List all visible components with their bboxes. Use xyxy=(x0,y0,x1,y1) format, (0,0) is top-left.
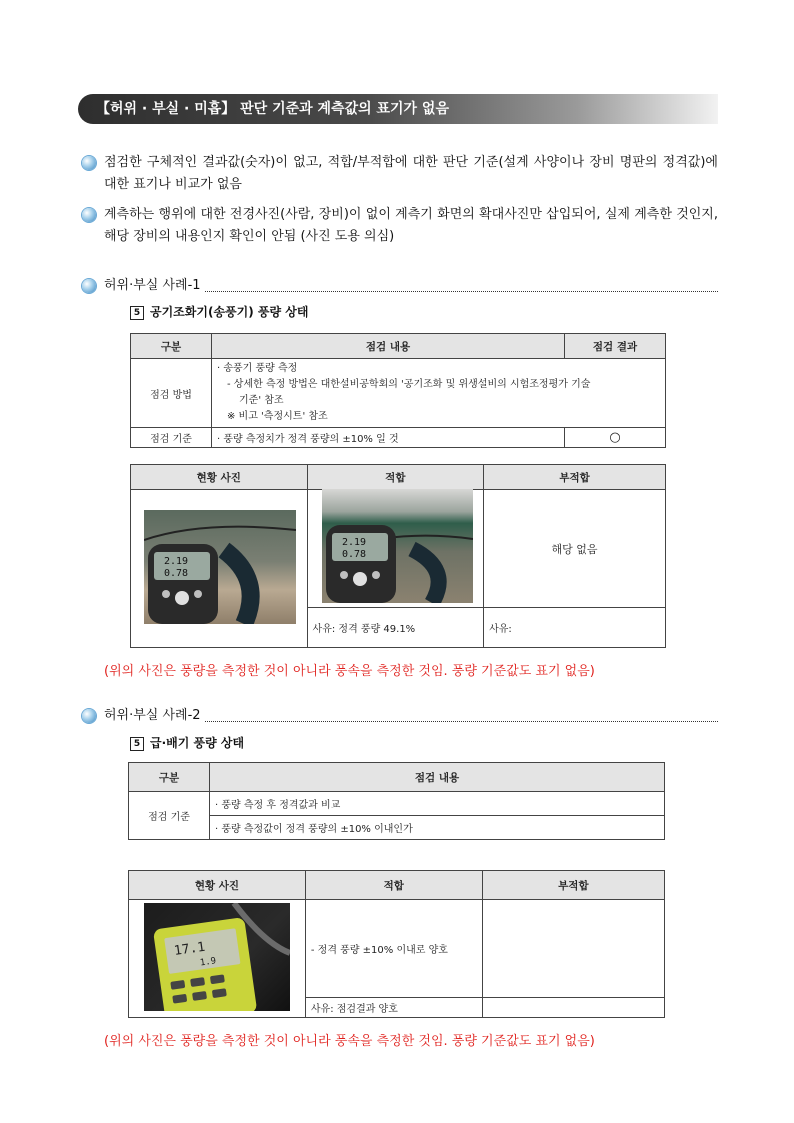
meter-reading-1: 2.19 xyxy=(342,537,367,548)
header-category: 구분 xyxy=(129,763,210,792)
inspection-table-2 xyxy=(128,762,665,840)
inspection-table-1 xyxy=(130,333,666,448)
meter-reading-1: 17.1 xyxy=(173,939,207,959)
case-heading-2 xyxy=(82,706,718,726)
header-content: 점검 내용 xyxy=(212,334,565,359)
header-result: 점검 결과 xyxy=(565,334,666,359)
bullet-sphere-icon xyxy=(82,709,96,723)
method-cell xyxy=(212,359,666,428)
nonconform-text: 해당 없음 xyxy=(484,490,666,608)
method-line: - 상세한 측정 방법은 대한설비공학회의 '공기조화 및 위생설비의 시험조정평가 기술 xyxy=(227,379,591,390)
header-nonconform: 부적합 xyxy=(482,871,664,900)
method-line: · 송풍기 풍량 측정 xyxy=(217,363,298,374)
meter-reading-1: 2.19 xyxy=(164,556,189,567)
result-mark: ○ xyxy=(565,428,666,448)
reason-conform: 사유: 점검결과 양호 xyxy=(305,998,482,1018)
header-nonconform: 부적합 xyxy=(484,465,666,490)
bullet-text: 계측하는 행위에 대한 전경사진(사람, 장비)이 없이 계측기 화면의 확대사진만 삽입되어, 실제 계측한 것인지, 해당 장비의 내용인지 확인이 안됨 (사진 도용 의심) xyxy=(104,207,718,244)
item-number-box: 5 xyxy=(130,306,144,320)
meter-reading-2: 0.78 xyxy=(164,568,189,579)
meter-reading-2: 1.9 xyxy=(199,956,217,969)
case-title: 허위·부실 사례-1 xyxy=(104,276,205,296)
header-content: 점검 내용 xyxy=(210,763,665,792)
header-photo: 현황 사진 xyxy=(129,871,306,900)
meter-photo-image-2 xyxy=(144,903,290,1011)
conform-photo-image xyxy=(322,489,473,603)
bullet-sphere-icon xyxy=(82,156,96,170)
anemometer-photo xyxy=(144,510,296,624)
sub-title: 급·배기 풍량 상태 xyxy=(150,736,245,750)
warning-note-1: (위의 사진은 풍량을 측정한 것이 아니라 풍속을 측정한 것임. 풍량 기준값도 표기 없음) xyxy=(104,664,595,679)
conform-text: - 정격 풍량 ±10% 이내로 양호 xyxy=(305,900,482,998)
criteria-line-2: · 풍량 측정값이 정격 풍량의 ±10% 이내인가 xyxy=(210,816,665,840)
anemometer-photo xyxy=(144,903,290,1011)
section-banner: 【허위 · 부실 · 미흡】 판단 기준과 계측값의 표기가 없음 xyxy=(78,94,718,124)
header-conform: 적합 xyxy=(305,871,482,900)
row-label-criteria: 점검 기준 xyxy=(131,428,212,448)
row-label-method: 점검 방법 xyxy=(131,359,212,428)
header-conform: 적합 xyxy=(307,465,484,490)
case-title: 허위·부실 사례-2 xyxy=(104,706,205,726)
method-line: ※ 비고 '측정시트' 참조 xyxy=(227,411,328,422)
criteria-text: · 풍량 측정치가 정격 풍량의 ±10% 일 것 xyxy=(212,428,565,448)
method-line: 기준' 참조 xyxy=(239,395,284,406)
bullet-item-2 xyxy=(82,204,718,248)
case-heading-1 xyxy=(82,276,718,296)
sub-heading-1 xyxy=(130,303,308,320)
criteria-line-1: · 풍량 측정 후 정격값과 비교 xyxy=(210,792,665,816)
reason-conform: 사유: 정격 풍량 49.1% xyxy=(307,608,484,648)
reason-nonconform-empty xyxy=(482,998,664,1018)
bullet-item-1 xyxy=(82,152,718,196)
nonconform-cell xyxy=(482,900,664,998)
sub-title: 공기조화기(송풍기) 풍량 상태 xyxy=(150,305,309,319)
item-number-box: 5 xyxy=(130,737,144,751)
header-category: 구분 xyxy=(131,334,212,359)
bullet-sphere-icon xyxy=(82,279,96,293)
bullet-sphere-icon xyxy=(82,208,96,222)
meter-photo-image xyxy=(144,510,296,624)
bullet-text: 점검한 구체적인 결과값(숫자)이 없고, 적합/부적합에 대한 판단 기준(설계 사양이나 장비 명판의 정격값)에 대한 표기나 비교가 없음 xyxy=(104,155,718,192)
header-photo: 현황 사진 xyxy=(131,465,308,490)
row-label-criteria: 점검 기준 xyxy=(129,792,210,840)
sub-heading-2 xyxy=(130,734,244,751)
meter-reading-2: 0.78 xyxy=(342,549,367,560)
reason-nonconform: 사유: xyxy=(484,608,666,648)
warning-note-2: (위의 사진은 풍량을 측정한 것이 아니라 풍속을 측정한 것임. 풍량 기준값도 표기 없음) xyxy=(104,1034,595,1049)
anemometer-photo xyxy=(322,489,473,603)
